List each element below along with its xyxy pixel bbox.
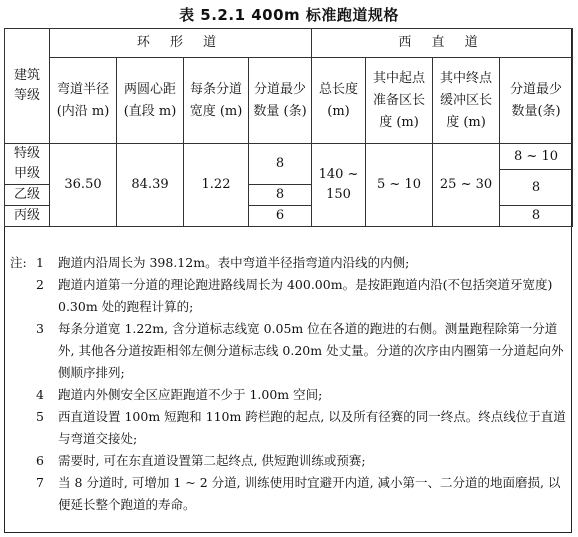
note-item: [10, 384, 566, 406]
note-number: 3: [36, 321, 44, 336]
note-text: 西直道设置 100m 短跑和 110m 跨栏跑的起点, 以及所有径赛的同一终点。终点线位于直道与弯道交接处;: [58, 409, 566, 446]
ring-track-header: 环 形 道: [50, 29, 312, 58]
note-number: 1: [36, 255, 44, 270]
note-text: 每条分道宽 1.22m, 含分道标志线宽 0.05m 位在各道的跑进的右侧。测量跑程除第一分道外, 其他各分道按距相邻左侧分道标志线 0.20m 处丈量。分道的次序由内圈第一分道起向外侧顺序排列;: [58, 321, 564, 380]
note-number: 2: [36, 277, 44, 292]
cell-total-length: 140 ~ 150: [312, 144, 366, 227]
note-item: [10, 318, 566, 384]
note-text: 跑道内外侧安全区应距跑道不少于 1.00m 空间;: [58, 387, 323, 402]
grade-yi: 乙级: [5, 185, 50, 206]
cell-west-lanes-bing: 8: [500, 206, 573, 227]
grade-bing: 丙级: [5, 206, 50, 227]
cell-bend-radius: 36.50: [50, 144, 117, 227]
note-text: 当 8 分道时, 可增加 1 ~ 2 分道, 训练使用时宜避开内道, 减小第一、二分道的地面磨损, 以便延长整个跑道的寿命。: [58, 475, 561, 512]
note-text: 需要时, 可在东直道设置第二起终点, 供短跑训练或预赛;: [58, 453, 366, 468]
col-ring-min-lanes: 分道最少 数量 (条): [249, 58, 312, 144]
notes-label: 注:: [10, 255, 27, 270]
spec-table: [4, 28, 573, 227]
table-title: 表 5.2.1 400m 标准跑道规格: [179, 6, 399, 24]
table-row: [5, 144, 573, 170]
grade-special-first: [5, 144, 50, 185]
note-number: 4: [36, 387, 44, 402]
cell-west-lanes-yi: 8: [500, 170, 573, 206]
west-straight-header: 西 直 道: [312, 29, 573, 58]
cell-lane-width: 1.22: [184, 144, 249, 227]
cell-centers-distance: 84.39: [117, 144, 184, 227]
cell-start-area: 5 ~ 10: [366, 144, 433, 227]
col-lane-width: 每条分道 宽度 (m): [184, 58, 249, 144]
note-item: [10, 252, 566, 274]
header-row-columns: [5, 58, 573, 144]
header-row-groups: [5, 29, 573, 58]
note-item: [10, 274, 566, 318]
note-number: 6: [36, 453, 44, 468]
col-start-area: 其中起点 准备区长 度 (m): [366, 58, 433, 144]
note-item: [10, 406, 566, 450]
notes-section: [10, 252, 566, 516]
col-west-min-lanes: 分道最少 数量(条): [500, 58, 573, 144]
grade-header: 建筑 等级: [5, 29, 50, 144]
col-total-length: 总长度 (m): [312, 58, 366, 144]
grade-label: 特级: [13, 146, 40, 161]
grade-label: 甲级: [13, 166, 40, 181]
note-text: 跑道内沿周长为 398.12m。表中弯道半径指弯道内沿线的内侧;: [58, 255, 410, 270]
cell-ring-lanes-bing: 6: [249, 206, 312, 227]
col-centers-distance: 两圆心距 (直段 m): [117, 58, 184, 144]
note-text: 跑道内道第一分道的理论跑进路线周长为 400.00m。是按距跑道内沿(不包括突道牙宽度) 0.30m 处的跑程计算的;: [58, 277, 553, 314]
cell-ring-lanes-yi: 8: [249, 185, 312, 206]
col-bend-radius: 弯道半径 (内沿 m): [50, 58, 117, 144]
cell-west-lanes-top: 8 ~ 10: [500, 144, 573, 170]
note-number: 5: [36, 409, 44, 424]
col-end-area: 其中终点 缓冲区长 度 (m): [433, 58, 500, 144]
cell-ring-lanes-top: 8: [249, 144, 312, 185]
cell-end-area: 25 ~ 30: [433, 144, 500, 227]
note-item: [10, 472, 566, 516]
note-number: 7: [36, 475, 44, 490]
note-item: [10, 450, 566, 472]
